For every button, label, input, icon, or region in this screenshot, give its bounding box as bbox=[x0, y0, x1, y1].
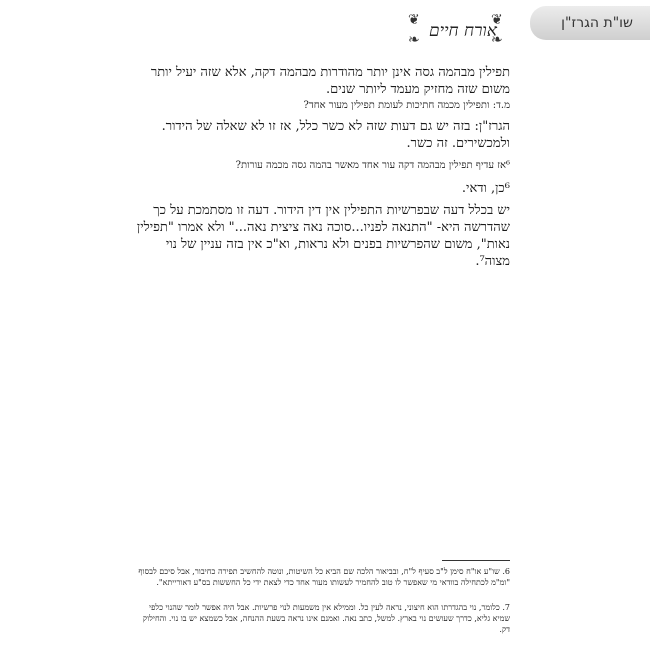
answer: הגרז"ן: בזה יש גם דעות שזה לא כשר כלל, אז זו לא שאלה של הידור. ולמכשירים. זה כשר. bbox=[161, 119, 510, 151]
paragraph: יש בכלל דעה שבפרשיות התפילין אין דין הידור. דעה זו מסתמכת על כך שהדרשה היא- "התנאה לפניו...סוכה נאה ציצית נאה..." ולא אמרו "תפילין נאות", משום שהפרשיות בפנים ולא נראות, וא"כ אין בזה עניין של נוי מצוה⁷. bbox=[136, 203, 510, 269]
answer: ⁶כן, ודאי. bbox=[461, 181, 510, 196]
question: ⁶אז עדיף תפילין מבהמה דקה עור אחד מאשר בהמה גסה מכמה עורות? bbox=[235, 160, 510, 171]
footnote-divider bbox=[442, 560, 510, 561]
section-title: אורח חיים bbox=[429, 21, 497, 41]
question: מ.ד: ותפילין מכמה חתיכות לעומת תפילין מעור אחד? bbox=[303, 100, 510, 111]
footnote: 7. כלומר, נוי בהגדרתו הוא חיצוני, נראה לעין כל. וממילא אין משמעות לנוי פרשיות. אבל היה אפשר לומר שהנוי כלפי שמיא גליא, כדרך שעושים נוי בארץ. למשל, כתב נאה. ואמנם אינו נראה בשעת ההנחה, אבל כשמצא יש בו נוי. והחילוק דק. bbox=[142, 603, 510, 634]
corner-ornament-icon: ❦ bbox=[408, 12, 420, 28]
book-title: שו"ת הגרז"ן bbox=[561, 15, 633, 31]
footnote: 6. שו"ע או"ח סימן ל"ב סעיף ל"ח, ובביאור הלכה שם הביא כל השיטות, ונוטה להחשיב תפירה כחיבור, אבל סיכם לבסוף "ומ"מ לכתחילה בוודאי מי שאפשר לו טוב להחמיר לעשותו מעור אחד כדי לצאת ידי כל החששות בס"ע דאורייתא". bbox=[138, 567, 510, 587]
paragraph: תפילין מבהמה גסה אינן יותר מהודרות מבהמה דקה, אלא שזה יעיל יותר משום שזה מחזיק מעמד ליותר שנים. bbox=[150, 65, 510, 97]
corner-ornament-icon: ❧ bbox=[408, 32, 420, 48]
corner-ornament-icon: ❦ bbox=[491, 12, 503, 28]
corner-ornament-icon: ❧ bbox=[491, 32, 503, 48]
